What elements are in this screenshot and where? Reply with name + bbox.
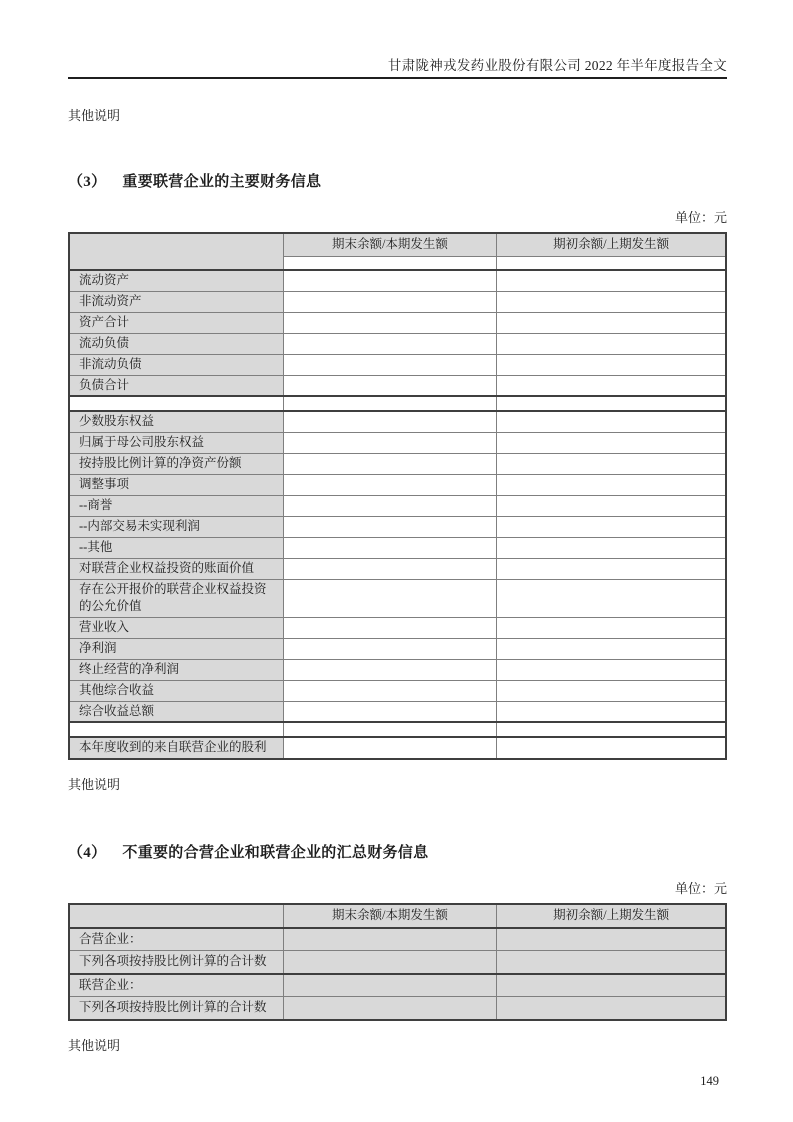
table-row: [69, 558, 726, 579]
cell-prior: [497, 354, 726, 375]
section3-title: 重要联营企业的主要财务信息: [122, 174, 322, 190]
table-row: [69, 312, 726, 333]
associates-financials-table: [68, 232, 727, 760]
cell-current: [283, 354, 497, 375]
cell-prior: [497, 737, 726, 759]
table-header-row: [69, 904, 726, 928]
cell-current: [283, 997, 497, 1020]
cell-prior: [497, 701, 726, 722]
row-label: 对联营企业权益投资的账面价值: [69, 558, 283, 579]
cell-prior: [497, 375, 726, 396]
row-label: 下列各项按持股比例计算的合计数: [69, 997, 283, 1020]
row-label: 非流动资产: [69, 291, 283, 312]
section4-number: （4）: [68, 844, 107, 861]
table-row: [69, 516, 726, 537]
cell-prior: [497, 997, 726, 1020]
cell-prior: [497, 291, 726, 312]
row-label: 联营企业：: [69, 974, 283, 997]
section4-heading: [68, 841, 727, 862]
page-number: 149: [700, 1073, 719, 1088]
section4-title: 不重要的合营企业和联营企业的汇总财务信息: [122, 844, 429, 861]
cell-prior: [497, 453, 726, 474]
cell-current: [283, 722, 497, 737]
row-label: 综合收益总额: [69, 701, 283, 722]
row-label: 本年度收到的来自联营企业的股利: [69, 737, 283, 759]
col-header-current: 期末余额/本期发生额: [283, 233, 497, 256]
cell-prior: [497, 474, 726, 495]
cell-current: [283, 474, 497, 495]
table-row: [69, 537, 726, 558]
table-row: [69, 270, 726, 291]
cell-prior: [497, 638, 726, 659]
cell-current: [283, 701, 497, 722]
cell-prior: [497, 951, 726, 974]
cell-current: [283, 333, 497, 354]
cell-prior: [497, 928, 726, 951]
row-label: --商誉: [69, 495, 283, 516]
header-corner-cell: [69, 233, 283, 270]
table-row: [69, 951, 726, 974]
cell-current: [283, 396, 497, 411]
row-label: [69, 396, 283, 411]
table-row: [69, 680, 726, 701]
table-row: [69, 579, 726, 617]
cell-prior: [497, 432, 726, 453]
table-row: [69, 659, 726, 680]
other-note-top: 其他说明: [68, 108, 121, 123]
table-row: [69, 928, 726, 951]
row-label: 营业收入: [69, 617, 283, 638]
cell-current: [283, 495, 497, 516]
table-row: [69, 375, 726, 396]
cell-current: [283, 312, 497, 333]
cell-current: [283, 638, 497, 659]
table-row: [69, 737, 726, 759]
cell-prior: [497, 312, 726, 333]
header-rule: [68, 77, 727, 79]
row-label: 少数股东权益: [69, 411, 283, 432]
cell-prior: [497, 495, 726, 516]
row-label: 按持股比例计算的净资产份额: [69, 453, 283, 474]
table-row: [69, 495, 726, 516]
table-row: [69, 974, 726, 997]
cell-current: [283, 680, 497, 701]
cell-prior: [497, 333, 726, 354]
cell-current: [283, 659, 497, 680]
cell-current: [283, 737, 497, 759]
cell-current: [283, 291, 497, 312]
other-note-section4: 其他说明: [68, 1037, 121, 1053]
cell-current: [283, 516, 497, 537]
header-corner-cell: [69, 904, 283, 928]
table-row: [69, 997, 726, 1020]
cell-current: [283, 256, 497, 270]
row-label: 非流动负债: [69, 354, 283, 375]
cell-prior: [497, 680, 726, 701]
table-row: [69, 354, 726, 375]
cell-prior: [497, 974, 726, 997]
table-row: [69, 333, 726, 354]
cell-current: [283, 411, 497, 432]
row-label: 其他综合收益: [69, 680, 283, 701]
separator-row: [69, 396, 726, 411]
row-label: 下列各项按持股比例计算的合计数: [69, 951, 283, 974]
table-header-row: [69, 233, 726, 256]
cell-prior: [497, 256, 726, 270]
row-label: 存在公开报价的联营企业权益投资的公允价值: [69, 579, 283, 617]
cell-prior: [497, 537, 726, 558]
col-header-current: 期末余额/本期发生额: [283, 904, 497, 928]
cell-current: [283, 579, 497, 617]
cell-current: [283, 432, 497, 453]
row-label: 资产合计: [69, 312, 283, 333]
row-label: 合营企业：: [69, 928, 283, 951]
section3-unit-label: 单位：元: [674, 210, 727, 225]
table-row: [69, 617, 726, 638]
cell-prior: [497, 659, 726, 680]
row-label: 负债合计: [69, 375, 283, 396]
page-header: [0, 0, 793, 79]
table-row: [69, 411, 726, 432]
section3-number: （3）: [68, 174, 107, 190]
row-label: 终止经营的净利润: [69, 659, 283, 680]
report-title: 甘肃陇神戎发药业股份有限公司 2022 年半年度报告全文: [387, 58, 727, 73]
cell-current: [283, 558, 497, 579]
row-label: --其他: [69, 537, 283, 558]
col-header-prior: 期初余额/上期发生额: [497, 904, 726, 928]
cell-prior: [497, 396, 726, 411]
cell-current: [283, 537, 497, 558]
other-note-section3: 其他说明: [68, 776, 121, 792]
cell-current: [283, 974, 497, 997]
section4-unit-label: 单位：元: [674, 880, 727, 896]
page-content: [0, 105, 793, 1054]
table-row: [69, 432, 726, 453]
row-label: 净利润: [69, 638, 283, 659]
insignificant-ventures-summary-table: [68, 903, 727, 1021]
cell-prior: [497, 411, 726, 432]
table-row: [69, 638, 726, 659]
table-row: [69, 291, 726, 312]
row-label: [69, 722, 283, 737]
table-row: [69, 474, 726, 495]
table-row: [69, 453, 726, 474]
row-label: 归属于母公司股东权益: [69, 432, 283, 453]
cell-current: [283, 453, 497, 474]
row-label: 流动负债: [69, 333, 283, 354]
section3-heading: [68, 170, 727, 191]
cell-prior: [497, 579, 726, 617]
cell-current: [283, 375, 497, 396]
cell-current: [283, 270, 497, 291]
cell-current: [283, 928, 497, 951]
cell-prior: [497, 722, 726, 737]
col-header-prior: 期初余额/上期发生额: [497, 233, 726, 256]
cell-prior: [497, 558, 726, 579]
table-row: [69, 701, 726, 722]
cell-current: [283, 951, 497, 974]
separator-row: [69, 722, 726, 737]
cell-current: [283, 617, 497, 638]
row-label: --内部交易未实现利润: [69, 516, 283, 537]
row-label: 流动资产: [69, 270, 283, 291]
row-label: 调整事项: [69, 474, 283, 495]
cell-prior: [497, 270, 726, 291]
cell-prior: [497, 516, 726, 537]
cell-prior: [497, 617, 726, 638]
